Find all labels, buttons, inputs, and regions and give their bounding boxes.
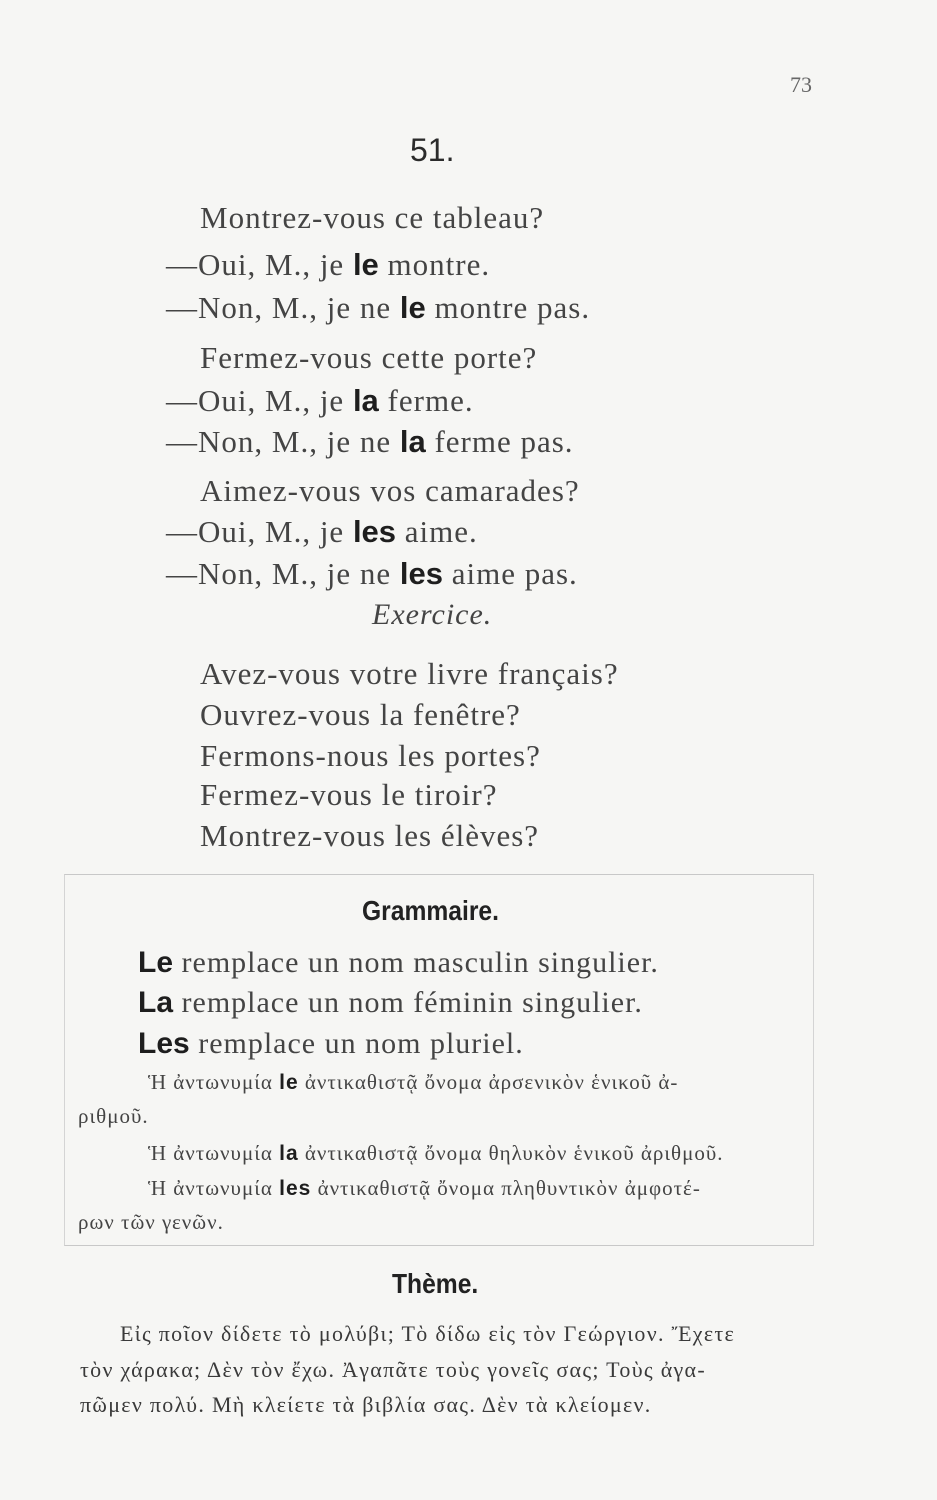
greek-note-line: Ἡ ἀντωνυμία la ἀντικαθιστᾷ ὄνομα θηλυκὸν ἑνικοῦ ἀριθμοῦ. — [148, 1141, 724, 1165]
exercise-line: Fermons-nous les portes? — [200, 738, 541, 773]
dialogue-line: —Oui, M., je le montre. — [166, 247, 491, 282]
lesson-number: 51. — [410, 132, 455, 168]
grammar-rule: Les remplace un nom pluriel. — [138, 1027, 524, 1060]
greek-note-line: ρων τῶν γενῶν. — [78, 1210, 224, 1234]
theme-line: Εἰς ποῖον δίδετε τὸ μολύβι; Τὸ δίδω εἰς τὸν Γεώργιον. Ἔχετε — [120, 1321, 736, 1346]
grammar-title: Grammaire. — [362, 895, 499, 926]
grammar-rule: La remplace un nom féminin singulier. — [138, 986, 643, 1019]
theme-line: πῶμεν πολύ. Μὴ κλείετε τὰ βιβλία σας. Δὲν τὰ κλείομεν. — [80, 1392, 652, 1417]
dialogue-line: Fermez-vous cette porte? — [200, 340, 538, 375]
theme-line: τὸν χάρακα; Δὲν τὸν ἔχω. Ἀγαπᾶτε τοὺς γονεῖς σας; Τοὺς ἀγα- — [80, 1357, 707, 1382]
dialogue-line: Montrez-vous ce tableau? — [200, 200, 545, 235]
exercise-line: Montrez-vous les élèves? — [200, 818, 540, 853]
exercise-line: Avez-vous votre livre français? — [200, 656, 619, 691]
dialogue-line: Aimez-vous vos camarades? — [200, 473, 580, 508]
page-number: 73 — [790, 72, 812, 97]
dialogue-line: —Oui, M., je les aime. — [166, 514, 478, 549]
greek-note-line: Ἡ ἀντωνυμία les ἀντικαθιστᾷ ὄνομα πληθυντικὸν ἀμφοτέ- — [148, 1176, 701, 1200]
greek-note-line: Ἡ ἀντωνυμία le ἀντικαθιστᾷ ὄνομα ἀρσενικὸν ἑνικοῦ ἀ- — [148, 1070, 679, 1094]
grammar-rule: Le remplace un nom masculin singulier. — [138, 946, 659, 979]
theme-title: Thème. — [392, 1268, 479, 1299]
exercise-line: Fermez-vous le tiroir? — [200, 777, 498, 812]
dialogue-line: —Non, M., je ne le montre pas. — [166, 290, 591, 325]
exercise-line: Ouvrez-vous la fenêtre? — [200, 697, 521, 732]
dialogue-line: —Non, M., je ne les aime pas. — [166, 556, 578, 591]
exercise-title: Exercice. — [372, 598, 493, 631]
dialogue-line: —Non, M., je ne la ferme pas. — [166, 424, 574, 459]
greek-note-line: ριθμοῦ. — [78, 1104, 149, 1128]
dialogue-line: —Oui, M., je la ferme. — [166, 383, 474, 418]
